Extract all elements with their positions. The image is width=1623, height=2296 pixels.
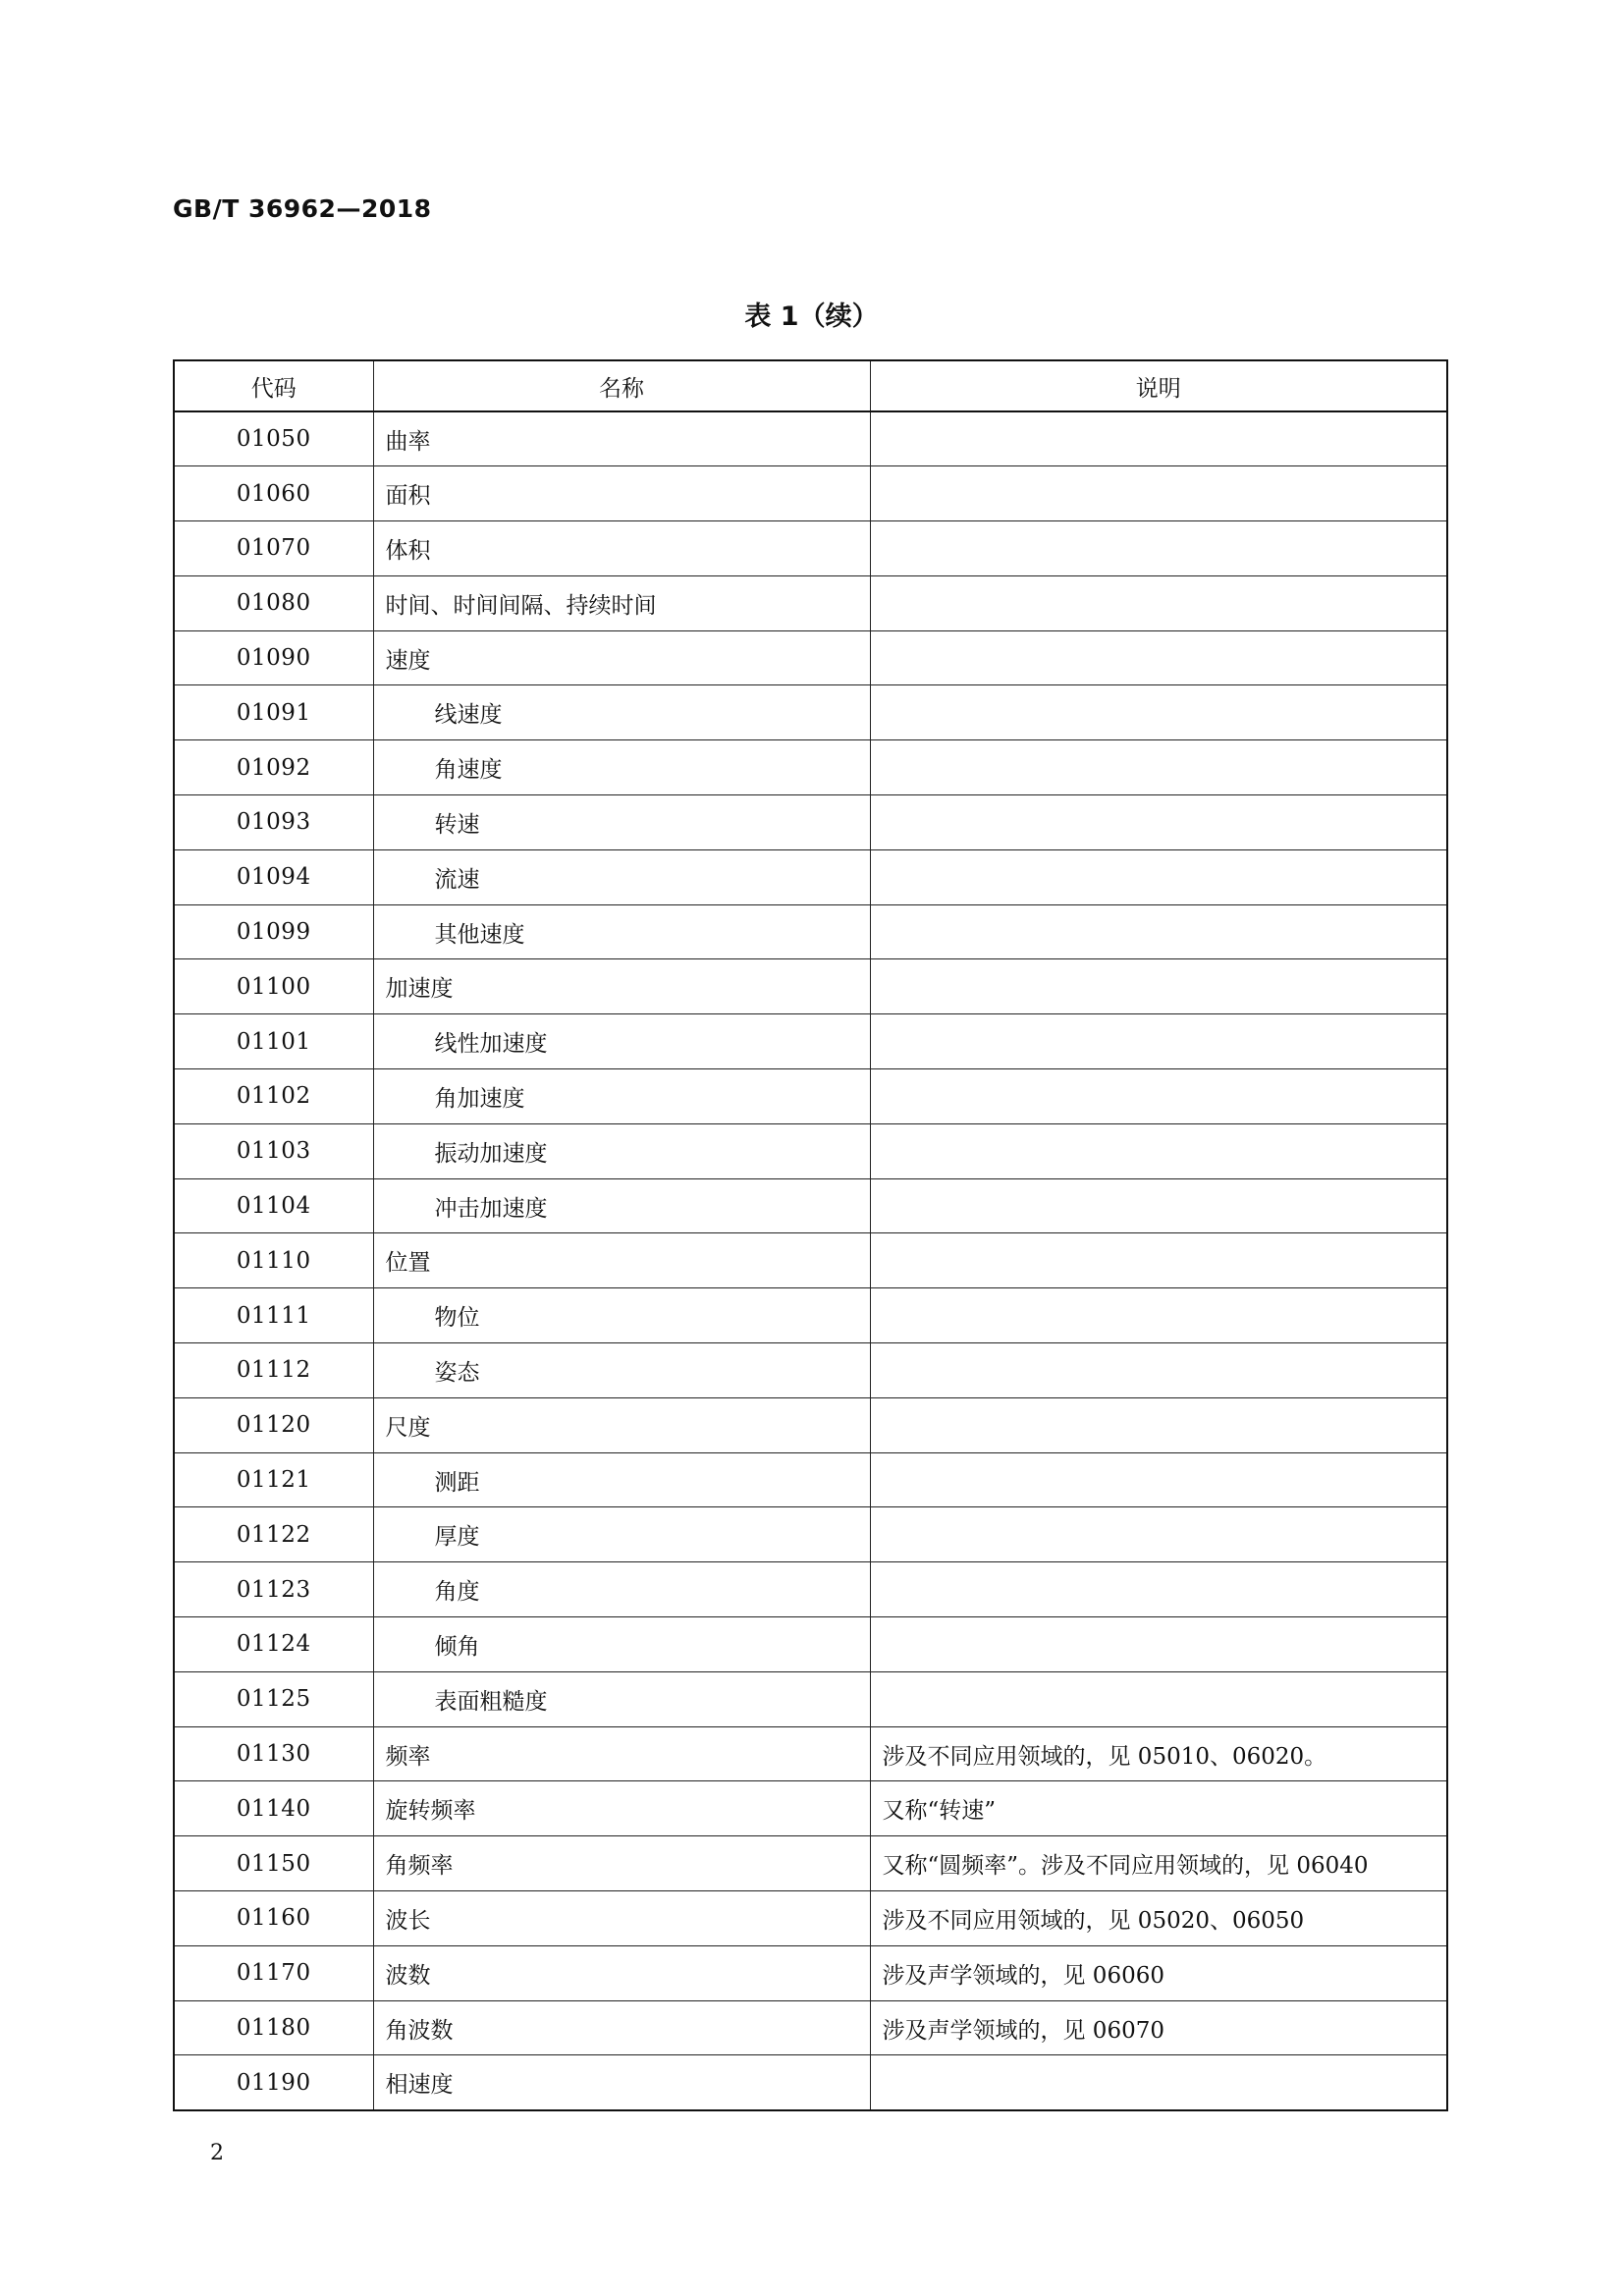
name-cell: 面积 [373, 466, 870, 521]
note-cell: 又称“圆频率”。涉及不同应用领域的，见 06040 [870, 1836, 1447, 1891]
note-cell [870, 685, 1447, 740]
code-cell: 01050 [174, 411, 373, 466]
name-cell: 速度 [373, 630, 870, 685]
name-cell: 位置 [373, 1233, 870, 1288]
table-row [174, 1069, 1447, 1124]
note-cell [870, 795, 1447, 850]
code-cell: 01120 [174, 1397, 373, 1452]
name-cell: 相速度 [373, 2055, 870, 2110]
code-cell: 01160 [174, 1891, 373, 1946]
note-cell [870, 1562, 1447, 1617]
name-cell: 尺度 [373, 1397, 870, 1452]
note-cell [870, 849, 1447, 904]
code-cell: 01101 [174, 1014, 373, 1069]
note-cell [870, 2055, 1447, 2110]
code-cell: 01099 [174, 904, 373, 959]
table-row [174, 1343, 1447, 1398]
note-cell: 涉及声学领域的，见 06070 [870, 2000, 1447, 2055]
table-row [174, 959, 1447, 1014]
column-header-name: 名称 [373, 360, 870, 411]
table-row [174, 521, 1447, 576]
code-cell: 01102 [174, 1069, 373, 1124]
table-row [174, 685, 1447, 740]
code-cell: 01150 [174, 1836, 373, 1891]
note-cell [870, 466, 1447, 521]
code-cell: 01110 [174, 1233, 373, 1288]
table-row [174, 2000, 1447, 2055]
table-row [174, 904, 1447, 959]
code-cell: 01123 [174, 1562, 373, 1617]
note-cell [870, 1671, 1447, 1726]
note-cell [870, 740, 1447, 795]
table-row [174, 1836, 1447, 1891]
name-cell: 波数 [373, 1945, 870, 2000]
name-cell: 频率 [373, 1726, 870, 1781]
code-cell: 01092 [174, 740, 373, 795]
note-cell [870, 630, 1447, 685]
code-cell: 01180 [174, 2000, 373, 2055]
table-row [174, 1233, 1447, 1288]
code-cell: 01080 [174, 575, 373, 630]
table-row [174, 1397, 1447, 1452]
column-header-code: 代码 [174, 360, 373, 411]
name-cell: 角加速度 [373, 1069, 870, 1124]
table-row [174, 1726, 1447, 1781]
code-cell: 01124 [174, 1617, 373, 1672]
note-cell: 又称“转速” [870, 1781, 1447, 1836]
table-row [174, 740, 1447, 795]
code-cell: 01104 [174, 1178, 373, 1233]
code-cell: 01093 [174, 795, 373, 850]
code-cell: 01100 [174, 959, 373, 1014]
table-row [174, 1014, 1447, 1069]
code-cell: 01103 [174, 1123, 373, 1178]
table-row [174, 1452, 1447, 1507]
code-table [173, 359, 1448, 2111]
name-cell: 物位 [373, 1288, 870, 1343]
name-cell: 角频率 [373, 1836, 870, 1891]
table-row [174, 630, 1447, 685]
name-cell: 旋转频率 [373, 1781, 870, 1836]
code-cell: 01090 [174, 630, 373, 685]
name-cell: 时间、时间间隔、持续时间 [373, 575, 870, 630]
table-row [174, 1178, 1447, 1233]
code-cell: 01121 [174, 1452, 373, 1507]
note-cell [870, 904, 1447, 959]
name-cell: 角波数 [373, 2000, 870, 2055]
table-row [174, 1507, 1447, 1562]
note-cell [870, 1123, 1447, 1178]
page-number: 2 [210, 2141, 224, 2165]
note-cell [870, 1507, 1447, 1562]
code-cell: 01112 [174, 1343, 373, 1398]
table-row [174, 1123, 1447, 1178]
note-cell [870, 1233, 1447, 1288]
note-cell: 涉及不同应用领域的，见 05010、06020。 [870, 1726, 1447, 1781]
table-title: 表 1（续） [744, 301, 879, 332]
table-row [174, 849, 1447, 904]
note-cell [870, 521, 1447, 576]
code-cell: 01170 [174, 1945, 373, 2000]
note-cell [870, 1288, 1447, 1343]
note-cell [870, 1452, 1447, 1507]
code-cell: 01190 [174, 2055, 373, 2110]
note-cell [870, 575, 1447, 630]
table-header-row [174, 360, 1447, 411]
column-header-note: 说明 [870, 360, 1447, 411]
note-cell [870, 1178, 1447, 1233]
code-cell: 01060 [174, 466, 373, 521]
standard-code: GB/T 36962—2018 [173, 194, 432, 223]
code-cell: 01130 [174, 1726, 373, 1781]
name-cell: 转速 [373, 795, 870, 850]
table-row [174, 1562, 1447, 1617]
name-cell: 倾角 [373, 1617, 870, 1672]
table-row [174, 575, 1447, 630]
table-row [174, 1617, 1447, 1672]
code-cell: 01070 [174, 521, 373, 576]
note-cell [870, 1617, 1447, 1672]
note-cell [870, 1343, 1447, 1398]
name-cell: 振动加速度 [373, 1123, 870, 1178]
table-row [174, 1891, 1447, 1946]
note-cell [870, 1397, 1447, 1452]
table-row [174, 795, 1447, 850]
name-cell: 线性加速度 [373, 1014, 870, 1069]
code-cell: 01122 [174, 1507, 373, 1562]
name-cell: 测距 [373, 1452, 870, 1507]
note-cell [870, 1069, 1447, 1124]
note-cell [870, 959, 1447, 1014]
name-cell: 波长 [373, 1891, 870, 1946]
name-cell: 其他速度 [373, 904, 870, 959]
name-cell: 厚度 [373, 1507, 870, 1562]
name-cell: 体积 [373, 521, 870, 576]
table-body [174, 411, 1447, 2110]
code-cell: 01111 [174, 1288, 373, 1343]
code-cell: 01094 [174, 849, 373, 904]
table-row [174, 466, 1447, 521]
code-cell: 01140 [174, 1781, 373, 1836]
table-row [174, 2055, 1447, 2110]
note-cell [870, 1014, 1447, 1069]
table-row [174, 1671, 1447, 1726]
name-cell: 流速 [373, 849, 870, 904]
name-cell: 表面粗糙度 [373, 1671, 870, 1726]
table-row [174, 1945, 1447, 2000]
name-cell: 角度 [373, 1562, 870, 1617]
note-cell [870, 411, 1447, 466]
name-cell: 线速度 [373, 685, 870, 740]
table-row [174, 411, 1447, 466]
name-cell: 角速度 [373, 740, 870, 795]
name-cell: 姿态 [373, 1343, 870, 1398]
code-cell: 01125 [174, 1671, 373, 1726]
name-cell: 曲率 [373, 411, 870, 466]
table-row [174, 1288, 1447, 1343]
code-cell: 01091 [174, 685, 373, 740]
table-row [174, 1781, 1447, 1836]
name-cell: 冲击加速度 [373, 1178, 870, 1233]
note-cell: 涉及不同应用领域的，见 05020、06050 [870, 1891, 1447, 1946]
note-cell: 涉及声学领域的，见 06060 [870, 1945, 1447, 2000]
name-cell: 加速度 [373, 959, 870, 1014]
